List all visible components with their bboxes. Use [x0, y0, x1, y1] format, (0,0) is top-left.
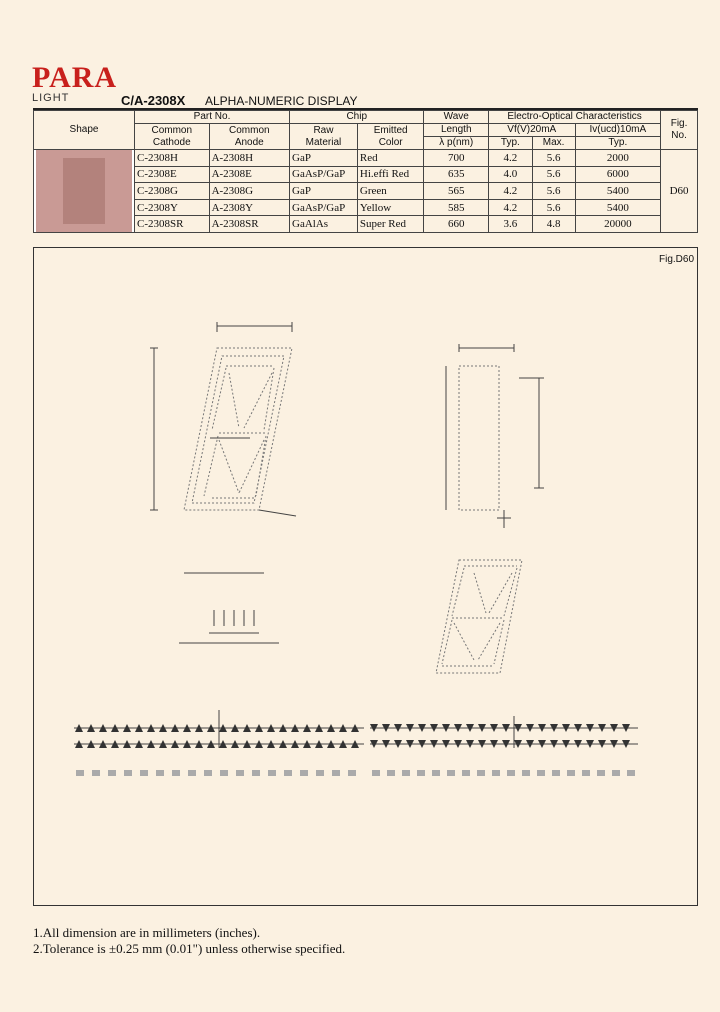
- common-cathode-header: Common Cathode: [135, 124, 210, 150]
- length-header: Length: [424, 124, 489, 137]
- pin-icon: [172, 770, 180, 776]
- pin-icon: [387, 770, 395, 776]
- front-view-drawing: [150, 322, 296, 516]
- pin-icon: [204, 770, 212, 776]
- note-tolerance: 2.Tolerance is ±0.25 mm (0.01") unless otherwise specified.: [33, 941, 346, 956]
- vf-typ-header: Typ.: [489, 137, 533, 150]
- shape-header: Shape: [34, 111, 135, 150]
- fig-no-cell: D60: [661, 150, 698, 233]
- pin-icon: [156, 770, 164, 776]
- table-row: C-2308H A-2308H GaP Red 700 4.2 5.6 2000 D60: [34, 150, 698, 167]
- vf-header: Vf(V)20mA: [489, 124, 575, 137]
- emitted-color-header: Emitted Color: [357, 124, 424, 150]
- chip-header: Chip: [290, 111, 424, 124]
- pin-icon: [522, 770, 530, 776]
- pin-icon: [300, 770, 308, 776]
- pin-icon: [477, 770, 485, 776]
- common-anode-header: Common Anode: [209, 124, 289, 150]
- pin-icon: [92, 770, 100, 776]
- iv-typ-header: Typ.: [575, 137, 661, 150]
- pin-icon: [567, 770, 575, 776]
- pin-icon: [348, 770, 356, 776]
- part-description: ALPHA-NUMERIC DISPLAY: [205, 94, 358, 108]
- brand-logo: [32, 61, 118, 104]
- pin-icon: [447, 770, 455, 776]
- table-row: C-2308G A-2308G GaP Green 565 4.2 5.6 5400: [34, 183, 698, 200]
- pin-icon: [597, 770, 605, 776]
- part-no-header: Part No.: [135, 111, 290, 124]
- table-row: C-2308SR A-2308SR GaAlAs Super Red 660 3.6 4.8 20000: [34, 216, 698, 233]
- pin-icon: [108, 770, 116, 776]
- raw-material-header: Raw Material: [290, 124, 358, 150]
- table-row: C-2308E A-2308E GaAsP/GaP Hi.effi Red 635 4.0 5.6 6000: [34, 166, 698, 183]
- pin-icon: [627, 770, 635, 776]
- note-dimensions: 1.All dimension are in millimeters (inches).: [33, 925, 261, 940]
- segment-layout-drawing: [436, 560, 522, 673]
- lambda-header: λ p(nm): [424, 137, 489, 150]
- brand-sub: LIGHT: [32, 92, 70, 104]
- pin-icon: [432, 770, 440, 776]
- pin-icon: [76, 770, 84, 776]
- pin-icon: [372, 770, 380, 776]
- pin-icon: [252, 770, 260, 776]
- pin-icon: [316, 770, 324, 776]
- pin-icon: [402, 770, 410, 776]
- pin-icon: [492, 770, 500, 776]
- pin-icon: [124, 770, 132, 776]
- pin-icon: [582, 770, 590, 776]
- pin-icon: [332, 770, 340, 776]
- dimension-drawing: [34, 248, 697, 905]
- table-row: C-2308Y A-2308Y GaAsP/GaP Yellow 585 4.2 5.6 5400: [34, 199, 698, 216]
- iv-header: Iv(ucd)10mA: [575, 124, 661, 137]
- pin-icon: [268, 770, 276, 776]
- pin-icon: [220, 770, 228, 776]
- shape-image: [34, 150, 135, 233]
- spec-table: [33, 110, 698, 233]
- pin-icon: [236, 770, 244, 776]
- pin-icon: [417, 770, 425, 776]
- eo-header: Electro-Optical Characteristics: [489, 111, 661, 124]
- pin-view-drawing: [179, 573, 279, 643]
- pin-icon: [507, 770, 515, 776]
- pin-icon: [140, 770, 148, 776]
- pin-icon: [188, 770, 196, 776]
- pin-icon: [612, 770, 620, 776]
- side-view-drawing: [446, 344, 544, 528]
- wave-header: Wave: [424, 111, 489, 124]
- vf-max-header: Max.: [532, 137, 575, 150]
- figure-box: [33, 247, 698, 906]
- figure-label: Fig.D60: [658, 254, 694, 265]
- part-title: C/A-2308X: [121, 93, 186, 108]
- display-shape-icon: [63, 158, 105, 224]
- pin-icon: [552, 770, 560, 776]
- pin-icon: [284, 770, 292, 776]
- fig-no-header: Fig. No.: [661, 111, 698, 150]
- brand-name: PARA: [32, 61, 118, 94]
- pin-icon: [537, 770, 545, 776]
- pin-marker-row: [76, 770, 635, 776]
- pin-icon: [462, 770, 470, 776]
